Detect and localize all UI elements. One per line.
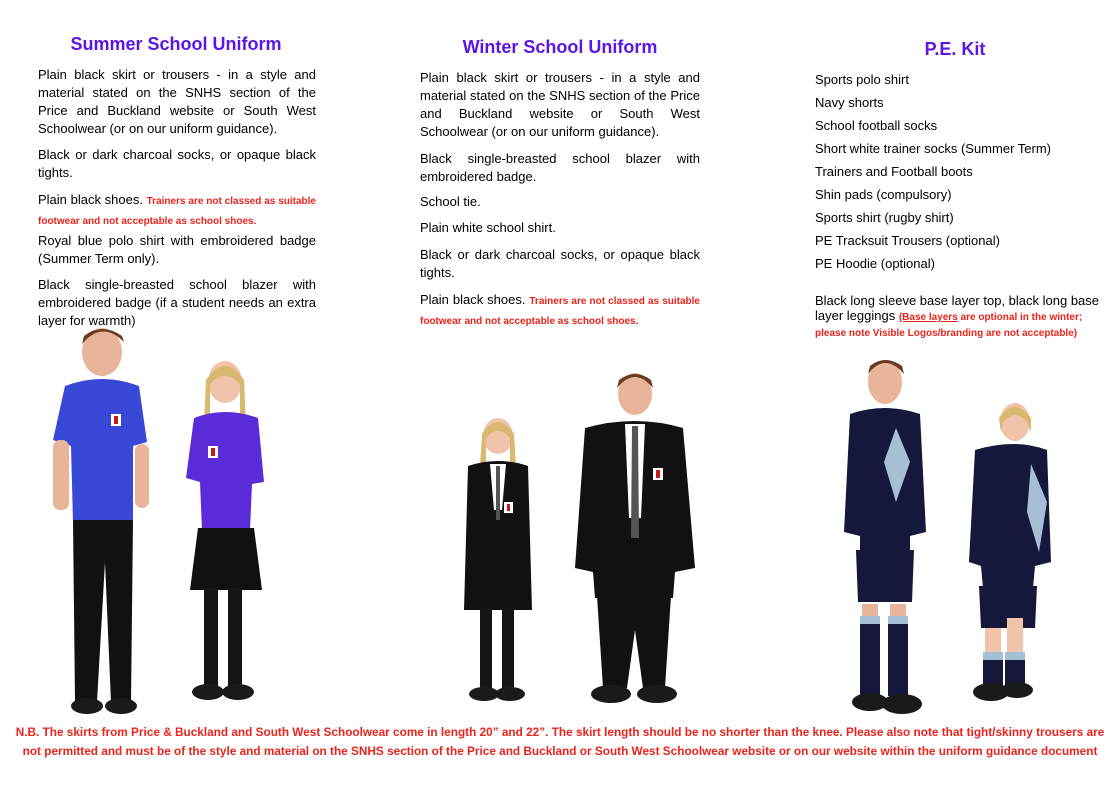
winter-item-tie: School tie.	[420, 194, 481, 209]
pe-item: Navy shorts	[815, 95, 884, 110]
winter-title: Winter School Uniform	[462, 37, 658, 57]
pe-title: P.E. Kit	[924, 39, 986, 59]
pe-item: School football socks	[815, 118, 938, 133]
summer-shoes-note: Trainers are not classed as suitable footwear and not acceptable as school shoes.	[38, 196, 316, 227]
summer-photo-girl	[180, 350, 270, 705]
pe-item: PE Hoodie (optional)	[815, 256, 935, 271]
winter-item-blazer: Black single-breasted school blazer with embroidered badge.	[420, 151, 700, 184]
winter-photo-girl	[458, 410, 538, 705]
pe-item: Short white trainer socks (Summer Term)	[815, 141, 1051, 156]
pe-item: Sports shirt (rugby shirt)	[815, 210, 954, 225]
footer-note: N.B. The skirts from Price & Buckland and South West Schoolwear come in length 20” and 22”. The skirt length should be no shorter than the knee. Please also note that tight/skinny trousers are not permitted and must be of the style and material on the SNHS section of the Price and Buckland or South West Schoolwear website or on our website within the uniform guidance document	[15, 725, 1105, 758]
summer-item-socks: Black or dark charcoal socks, or opaque black tights.	[38, 147, 316, 180]
pe-item: Shin pads (compulsory)	[815, 187, 952, 202]
summer-item-polo: Royal blue polo shirt with embroidered badge (Summer Term only).	[38, 233, 316, 266]
winter-item-socks: Black or dark charcoal socks, or opaque black tights.	[420, 247, 700, 280]
winter-item-shoes	[420, 291, 700, 331]
winter-shoes-note: Trainers are not classed as suitable footwear and not acceptable as school shoes.	[420, 296, 700, 327]
pe-item: PE Tracksuit Trousers (optional)	[815, 233, 1000, 248]
summer-photo-boy	[45, 322, 155, 720]
summer-shoes-text: Plain black shoes.	[38, 192, 147, 207]
summer-item-skirt: Plain black skirt or trousers - in a style and material stated on the SNHS section of the Price and Buckland website or South West Schoolwear (or on our uniform guidance).	[38, 67, 316, 136]
winter-item-shirt: Plain white school shirt.	[420, 220, 556, 235]
summer-item-shoes	[38, 191, 316, 231]
pe-photo-girl	[955, 392, 1055, 712]
winter-photo-boy	[565, 368, 700, 713]
pe-base-note-underlined: (Base layers	[898, 312, 958, 323]
pe-item: Trainers and Football boots	[815, 164, 973, 179]
pe-base-layer	[815, 293, 1100, 340]
pe-photo-boy	[840, 352, 930, 724]
summer-title: Summer School Uniform	[70, 34, 282, 54]
pe-base-note: are optional in the winter; please note Visible Logos/branding are not acceptable)	[815, 312, 1083, 339]
pe-base-text: Black long sleeve base layer top, black long base layer leggings	[815, 293, 1100, 323]
winter-shoes-text: Plain black shoes.	[420, 292, 530, 307]
winter-item-skirt: Plain black skirt or trousers - in a style and material stated on the SNHS section of the Price and Buckland website or South West Schoolwear (or on our uniform guidance).	[420, 70, 700, 139]
pe-item: Sports polo shirt	[815, 72, 909, 87]
summer-item-blazer: Black single-breasted school blazer with embroidered badge (if a student needs an extra layer for warmth)	[38, 277, 316, 328]
